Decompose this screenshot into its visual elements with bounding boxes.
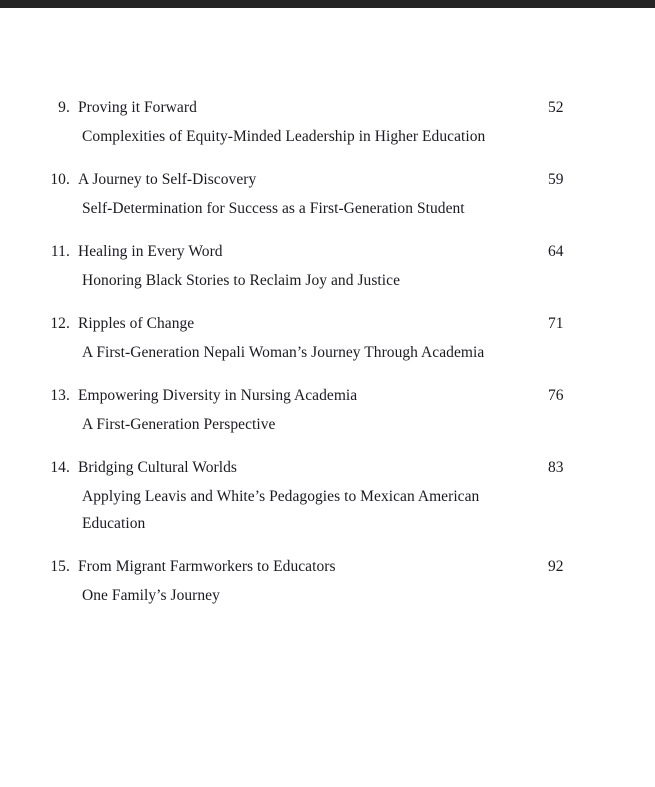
toc-entry-header <box>0 456 655 480</box>
toc-entry-header <box>0 384 655 408</box>
toc-entry-subtitle: Applying Leavis and White’s Pedagogies to Mexican American Education <box>82 488 480 532</box>
toc-entry-page-number: 76 <box>548 387 564 404</box>
toc-entry[interactable] <box>0 555 655 609</box>
toc-entry[interactable] <box>0 312 655 366</box>
toc-entry-number: 9. <box>58 99 70 116</box>
toc-entry-subtitle: Honoring Black Stories to Reclaim Joy and Justice <box>82 272 400 289</box>
toc-entry[interactable] <box>0 96 655 150</box>
toc-entry[interactable] <box>0 240 655 294</box>
toc-entry-page-number: 64 <box>548 243 564 260</box>
toc-entry[interactable] <box>0 384 655 438</box>
toc-entry-number: 10. <box>50 171 70 188</box>
toc-entry-number: 15. <box>50 558 70 575</box>
toc-entry-page-number: 71 <box>548 315 564 332</box>
toc-entry-subtitle: A First-Generation Perspective <box>82 416 276 433</box>
toc-entry-title[interactable]: Proving it Forward <box>78 99 197 116</box>
toc-entry-number: 11. <box>50 243 70 260</box>
toc-entry-title[interactable]: A Journey to Self-Discovery <box>78 171 257 188</box>
toc-entry-page-number: 92 <box>548 558 564 575</box>
toc-entry-title[interactable]: Healing in Every Word <box>78 243 223 260</box>
toc-entry-number: 13. <box>50 387 70 404</box>
toc-entry-number: 12. <box>50 315 70 332</box>
toc-entry-number: 14. <box>50 459 70 476</box>
toc-entry-title[interactable]: Empowering Diversity in Nursing Academia <box>78 387 358 404</box>
page-top-bar <box>0 0 655 8</box>
toc-entry-header <box>0 240 655 264</box>
toc-entry-subtitle: Complexities of Equity-Minded Leadership in Higher Education <box>82 128 486 145</box>
toc-entry-title[interactable]: From Migrant Farmworkers to Educators <box>78 558 336 575</box>
toc-entry-header <box>0 168 655 192</box>
toc-entry[interactable] <box>0 456 655 537</box>
toc-entry-page-number: 59 <box>548 171 564 188</box>
document-page <box>0 8 655 787</box>
toc-entry-title[interactable]: Ripples of Change <box>78 315 195 332</box>
toc-entry-header <box>0 555 655 579</box>
toc-entry-subtitle: One Family’s Journey <box>82 587 220 604</box>
toc-entry-page-number: 52 <box>548 99 564 116</box>
toc-entry-header <box>0 96 655 120</box>
toc-entry-subtitle: Self-Determination for Success as a First-Generation Student <box>82 200 465 217</box>
toc-entry[interactable] <box>0 168 655 222</box>
toc-entry-subtitle: A First-Generation Nepali Woman’s Journey Through Academia <box>82 344 485 361</box>
toc-entry-page-number: 83 <box>548 459 564 476</box>
toc-entry-header <box>0 312 655 336</box>
toc-entry-title[interactable]: Bridging Cultural Worlds <box>78 459 237 476</box>
table-of-contents <box>0 96 655 627</box>
